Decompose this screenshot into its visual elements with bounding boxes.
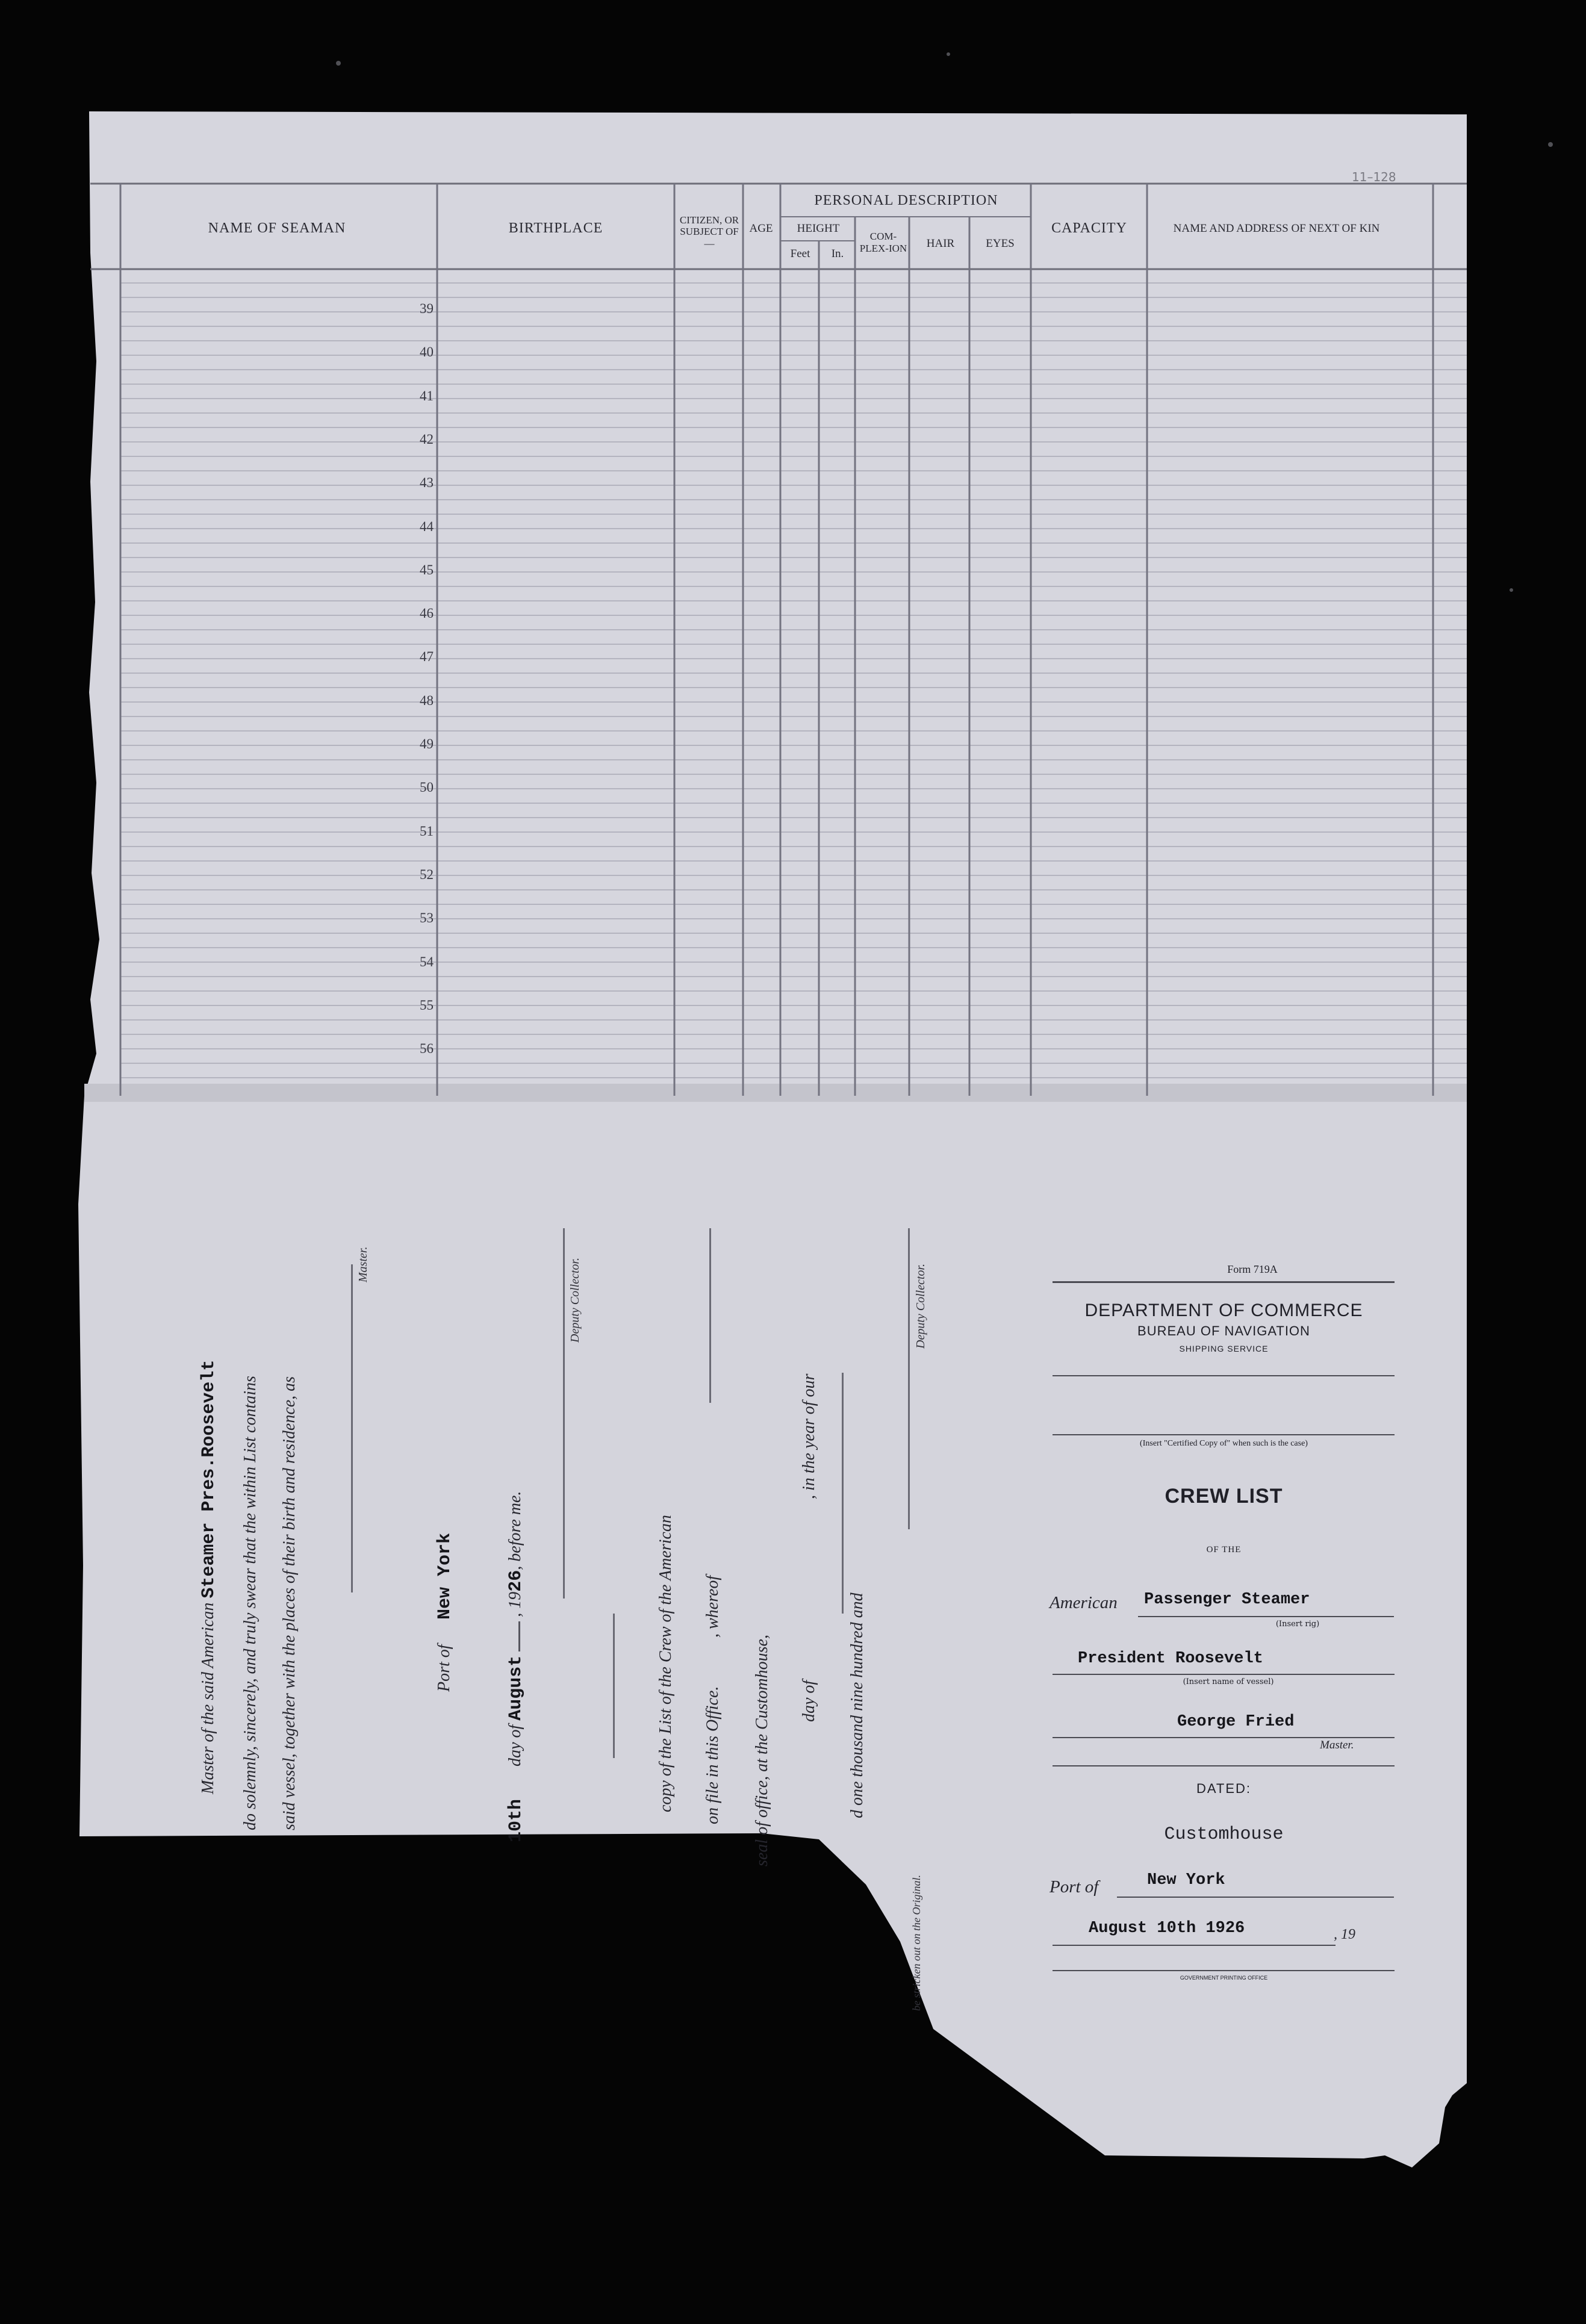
master-line [1053, 1737, 1395, 1738]
row-number: 39 [420, 301, 434, 316]
form-vessel-typed: President Roosevelt [1078, 1650, 1263, 1668]
oath-seal-line: seal of office, at the Customhouse, [753, 1635, 771, 1866]
form-code: 11–128 [1352, 170, 1396, 184]
row-number: 49 [420, 736, 434, 751]
form-service: SHIPPING SERVICE [1179, 1344, 1269, 1353]
header-personal-description: PERSONAL DESCRIPTION [814, 193, 998, 209]
oath-port-typed: New York [435, 1532, 455, 1620]
form-port-label: Port of [1050, 1877, 1099, 1897]
form-top-rule [1053, 1281, 1395, 1283]
oath-year-of-our: , in the year of our [800, 1373, 818, 1499]
deputy-signature-line [563, 1228, 565, 1599]
header-capacity: CAPACITY [1051, 220, 1127, 237]
header-hair: HAIR [926, 237, 955, 250]
form-date-typed: August 10th 1926 [1089, 1919, 1245, 1937]
form-rule-3 [1053, 1765, 1395, 1766]
rig-line [1138, 1616, 1394, 1617]
row-number: 40 [420, 344, 434, 360]
form-rig-note: (Insert rig) [1275, 1620, 1320, 1629]
row-number: 42 [420, 431, 434, 447]
row-number: 41 [420, 388, 434, 403]
row-number: 44 [420, 518, 434, 534]
form-rule-2 [1053, 1375, 1395, 1376]
form-vessel-note: (Insert name of vessel) [1183, 1677, 1274, 1686]
header-eyes: EYES [986, 237, 1015, 250]
form-customhouse: Customhouse [1164, 1824, 1284, 1845]
row-number: 54 [420, 954, 434, 969]
row-number: 48 [420, 692, 434, 708]
separator-line [613, 1614, 615, 1758]
row-number: 46 [420, 606, 434, 621]
row-number: 53 [420, 910, 434, 926]
form-bottom-rule [1053, 1970, 1395, 1971]
header-citizen: CITIZEN, OR SUBJECT OF— [679, 214, 739, 249]
header-height: HEIGHT [797, 222, 840, 235]
form-number: Form 719A [1227, 1263, 1278, 1275]
row-number: 45 [420, 562, 434, 577]
oath-thousand: d one thousand nine hundred and [848, 1592, 866, 1818]
form-certified-note: (Insert "Certified Copy of" when such is the case) [1140, 1439, 1308, 1448]
oath-master-label: Master. [356, 1246, 370, 1282]
form-dated: DATED: [1196, 1781, 1252, 1796]
row-number: 51 [420, 823, 434, 839]
form-bureau: BUREAU OF NAVIGATION [1137, 1323, 1310, 1338]
date-line [1053, 1945, 1336, 1946]
row-number: 47 [420, 649, 434, 665]
form-american: American [1050, 1593, 1118, 1612]
oath-line-2: do solemnly, sincerely, and truly swear that the within List contains [241, 1376, 260, 1830]
oath-deputy-collector-2: Deputy Collector. [914, 1263, 927, 1349]
form-of-the: OF THE [1206, 1545, 1242, 1555]
form-date-suffix: , 19 [1334, 1927, 1355, 1942]
deputy-signature-line-2 [908, 1228, 910, 1529]
port-line [1117, 1897, 1394, 1898]
row-number: 55 [420, 997, 434, 1013]
form-master-typed: George Fried [1177, 1713, 1295, 1731]
certified-line [1053, 1434, 1395, 1435]
header-complexion: COM-PLEX-ION [859, 231, 907, 254]
form-title: CREW LIST [1165, 1485, 1283, 1508]
form-port-typed: New York [1147, 1871, 1225, 1889]
oath-line-1: Master of the said American Steamer Pres.Roosevelt [199, 1359, 219, 1794]
oath-deputy-collector: Deputy Collector. [568, 1257, 582, 1343]
oath-port-label: Port of [435, 1644, 453, 1692]
oath-month-typed: August [506, 1655, 526, 1721]
header-birthplace: BIRTHPLACE [508, 220, 603, 237]
form-rig-typed: Passenger Steamer [1144, 1591, 1310, 1609]
row-number: 56 [420, 1041, 434, 1057]
row-number: 43 [420, 475, 434, 491]
header-feet: Feet [790, 247, 810, 261]
vessel-line [1053, 1674, 1395, 1675]
master-signature-line [351, 1264, 353, 1592]
form-master-label: Master. [1320, 1739, 1354, 1751]
oath-copy-line: copy of the List of the Crew of the American [656, 1515, 675, 1812]
year-line [842, 1373, 844, 1614]
header-age: AGE [749, 222, 773, 235]
row-number: 50 [420, 780, 434, 795]
oath-whereof: , whereof [703, 1575, 722, 1638]
header-name-of-seaman: NAME OF SEAMAN [208, 220, 346, 237]
form-printing-office: GOVERNMENT PRINTING OFFICE [1180, 1975, 1268, 1981]
header-inches: In. [831, 247, 844, 261]
header-next-of-kin: NAME AND ADDRESS OF NEXT OF KIN [1173, 222, 1380, 235]
oath-year-typed: 26 [506, 1570, 526, 1592]
row-number: 52 [420, 866, 434, 882]
oath-stricken-note: be stricken out on the Original. [910, 1875, 922, 2011]
oath-on-file: on file in this Office. [703, 1686, 722, 1824]
oath-date-line: 10th day of August , 1926, before me. [506, 1491, 526, 1842]
oath-day-of-2: day of [800, 1680, 818, 1722]
oath-line-3: said vessel, together with the places of their birth and residence, as [280, 1376, 299, 1830]
oath-day-typed: 10th [506, 1798, 526, 1842]
whereof-line [709, 1228, 711, 1403]
oath-vessel-typed: Steamer Pres.Roosevelt [199, 1359, 219, 1599]
form-department: DEPARTMENT OF COMMERCE [1084, 1300, 1363, 1320]
